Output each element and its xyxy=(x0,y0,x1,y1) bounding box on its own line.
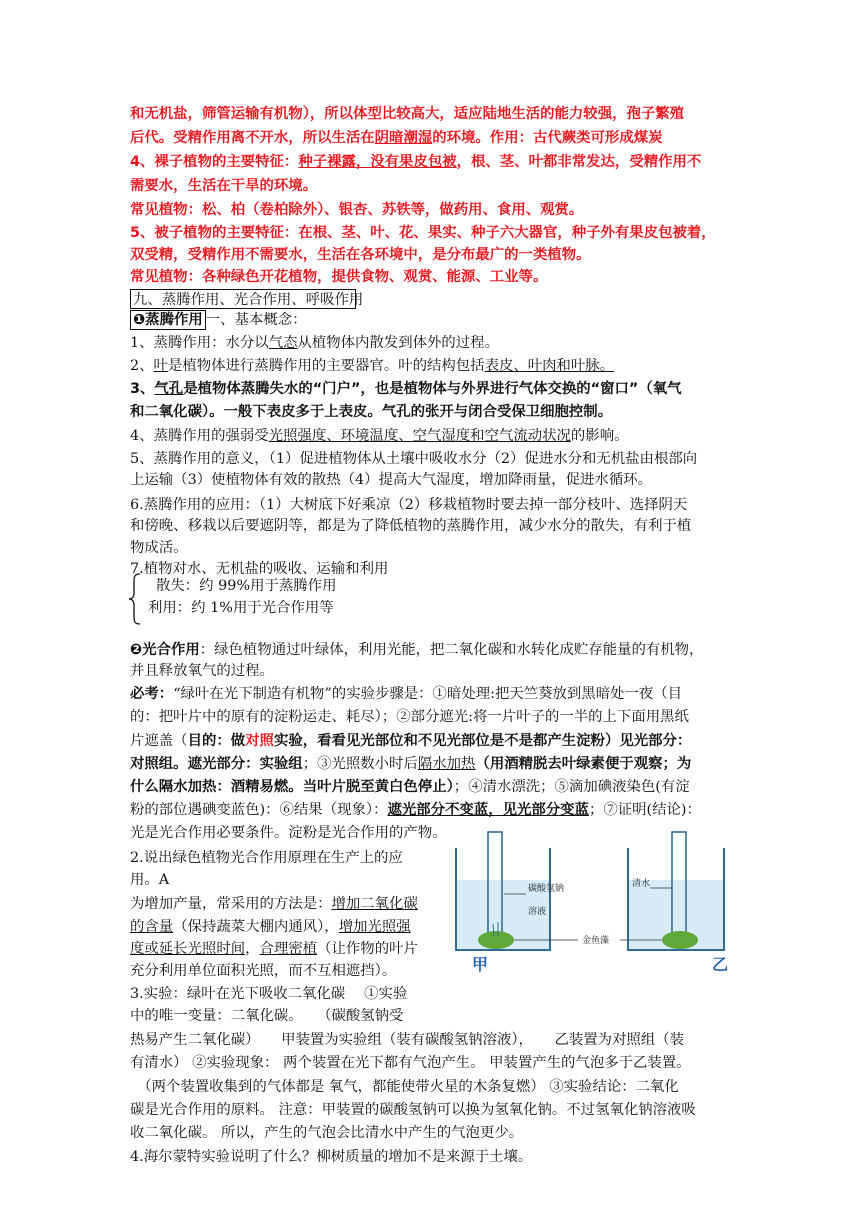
text-line: 为增加产量，常采用的方法是：增加二氧化碳 xyxy=(130,896,418,912)
text-line: ❷光合作用：绿色植物通过叶绿体，利用光能，把二氧化碳和水转化成贮存能量的有机物， xyxy=(130,642,704,658)
text-line: 粉的部位遇碘变蓝色)：⑥结果（现象）：遮光部分不变蓝，见光部分变蓝；⑦证明(结论)： xyxy=(130,802,701,818)
text-line: 4、蒸腾作用的强弱受光照强度、环境温度、空气湿度和空气流动状况的影响。 xyxy=(130,428,629,444)
label-hornwort: 金鱼藻 xyxy=(582,936,610,946)
text-line: 和二氧化碳）。一般下表皮多于上表皮。气孔的张开与闭合受保卫细胞控制。 xyxy=(130,404,613,420)
text-line: 热易产生二氧化碳） 甲装置为实验组（装有碳酸氢钠溶液）， 乙装置为对照组（装 xyxy=(130,1032,685,1048)
text-line: 利用：约 1%用于光合作用等 xyxy=(148,600,334,616)
text-line: 物成活。 xyxy=(130,540,188,556)
text-line: 必考：“绿叶在光下制造有机物”的实验步骤是：①暗处理:把天竺葵放到黑暗处一夜（目 xyxy=(130,686,683,702)
label-clear-water: 清水 xyxy=(632,879,651,889)
beaker-right xyxy=(628,832,728,974)
text-line: 充分利用单位面积光照，而不互相遮挡）。 xyxy=(130,963,397,979)
beaker-left xyxy=(456,832,564,974)
text-line: 的含量（保持蔬菜大棚内通风），增加光照强 xyxy=(130,919,411,935)
text-line: 和傍晚、移栽以后要遮阴等，都是为了降低植物的蒸腾作用，减少水分的散失，有利于植 xyxy=(130,518,692,534)
caption-yi: 乙 xyxy=(712,955,729,974)
label-sodium-bicarbonate: 碳酸氢钠 xyxy=(528,884,565,894)
text-line: 双受精，受精作用不需要水，生活在各环境中，是分布最广的一类植物。 xyxy=(130,247,591,263)
plant-left xyxy=(478,931,514,949)
label-solution: 溶液 xyxy=(528,907,547,917)
text-line: 中的唯一变量：二氧化碳。 （碳酸氢钠受 xyxy=(130,1008,404,1024)
text-line: 常见植物：松、柏（卷柏除外）、银杏、苏铁等，做药用、食用、观赏。 xyxy=(130,202,584,218)
brace-symbol xyxy=(128,573,142,625)
text-line: 5、蒸腾作用的意义，（1）促进植物体从土壤中吸收水分（2）促进水分和无机盐由根部向 xyxy=(130,451,698,467)
text-line: 5、被子植物的主要特征：在根、茎、叶、花、果实、种子六大器官，种子外有果皮包被着， xyxy=(130,225,716,241)
text-line: 并且释放氧气的过程。 xyxy=(130,663,274,679)
text-line: 后代。受精作用离不开水，所以生活在阴暗潮湿的环境。作用：古代蕨类可形成煤炭 xyxy=(130,130,663,146)
text-line: 3、气孔是植物体蒸腾失水的“门户”，也是植物体与外界进行气体交换的“窗口”（氧气 xyxy=(130,381,682,397)
text-line: 片遮盖（目的：做对照实验，看看见光部位和不见光部位是不是都产生淀粉）见光部分： xyxy=(130,733,692,749)
text-line: 有清水） ②实验现象： 两个装置在光下都有气泡产生。 甲装置产生的气泡多于乙装置。 xyxy=(130,1055,691,1071)
text-line: 什么隔水加热：酒精易燃。当叶片脱至黄白色停止）；④清水漂洗；⑤滴加碘液染色(有淀 xyxy=(130,779,690,795)
caption-jia: 甲 xyxy=(472,955,489,974)
text-line: 2.说出绿色植物光合作用原理在生产上的应 xyxy=(130,850,403,866)
subsection-label: ❶蒸腾作用 xyxy=(130,310,206,330)
text-line: 碳是光合作用的原料。 注意：甲装置的碳酸氢钠可以换为氢氧化钠。不过氢氧化钠溶液吸 xyxy=(130,1102,696,1118)
section-heading: 九、蒸腾作用、光合作用、呼吸作用 xyxy=(130,289,356,309)
text-line: 度或延长光照时间，合理密植（让作物的叶片 xyxy=(130,941,418,957)
text-line: （两个装置收集到的气体都是 氧气，都能使带火星的木条复燃） ③实验结论：二氧化 xyxy=(130,1079,679,1095)
text-line: 常见植物：各种绿色开花植物，提供食物、观赏、能源、工业等。 xyxy=(130,269,548,285)
text-line: 上运输（3）使植物体有效的散热（4）提高大气湿度，增加降雨量，促进水循环。 xyxy=(130,472,652,488)
text-line: 4.海尔蒙特实验说明了什么？柳树质量的增加不是来源于土壤。 xyxy=(130,1149,533,1165)
experiment-figure xyxy=(450,828,732,978)
text-line: 收二氧化碳。 所以，产生的气泡会比清水中产生的气泡更少。 xyxy=(130,1125,524,1141)
text-line: 的：把叶片中的原有的淀粉运走、耗尽）；②部分遮光:将一片叶子的一半的上下面用黑纸 xyxy=(130,709,689,725)
text-line: 和无机盐，筛管运输有机物），所以体型比较高大，适应陆地生活的能力较强，孢子繁殖 xyxy=(130,106,685,122)
text-line: 6.蒸腾作用的应用：（1）大树底下好乘凉（2）移栽植物时要去掉一部分枝叶、选择阴天 xyxy=(130,497,688,513)
text-line: 需要水，生活在干旱的环境。 xyxy=(130,178,318,194)
text-line: 对照组。遮光部分：实验组；③光照数小时后隔水加热（用酒精脱去叶绿素便于观察；为 xyxy=(130,756,692,772)
plant-right xyxy=(662,931,698,949)
text-line: ❶蒸腾作用 一、基本概念： xyxy=(130,310,307,330)
text-line: 3.实验：绿叶在光下吸收二氧化碳 ①实验 xyxy=(130,986,408,1002)
text-line: 用。A xyxy=(130,872,170,888)
text-line: 7.植物对水、无机盐的吸收、运输和利用 xyxy=(130,561,389,577)
text-line: 1、蒸腾作用：水分以气态从植物体内散发到体外的过程。 xyxy=(130,335,499,351)
text-line: 4、裸子植物的主要特征：种子裸露，没有果皮包被，根、茎、叶都非常发达，受精作用不 xyxy=(130,154,702,170)
text-line: 散失：约 99%用于蒸腾作用 xyxy=(156,578,337,594)
text-line: 2、叶是植物体进行蒸腾作用的主要器官。叶的结构包括表皮、叶肉和叶脉。 xyxy=(130,358,615,374)
text-line: 光是光合作用必要条件。淀粉是光合作用的产物。 xyxy=(130,825,447,841)
